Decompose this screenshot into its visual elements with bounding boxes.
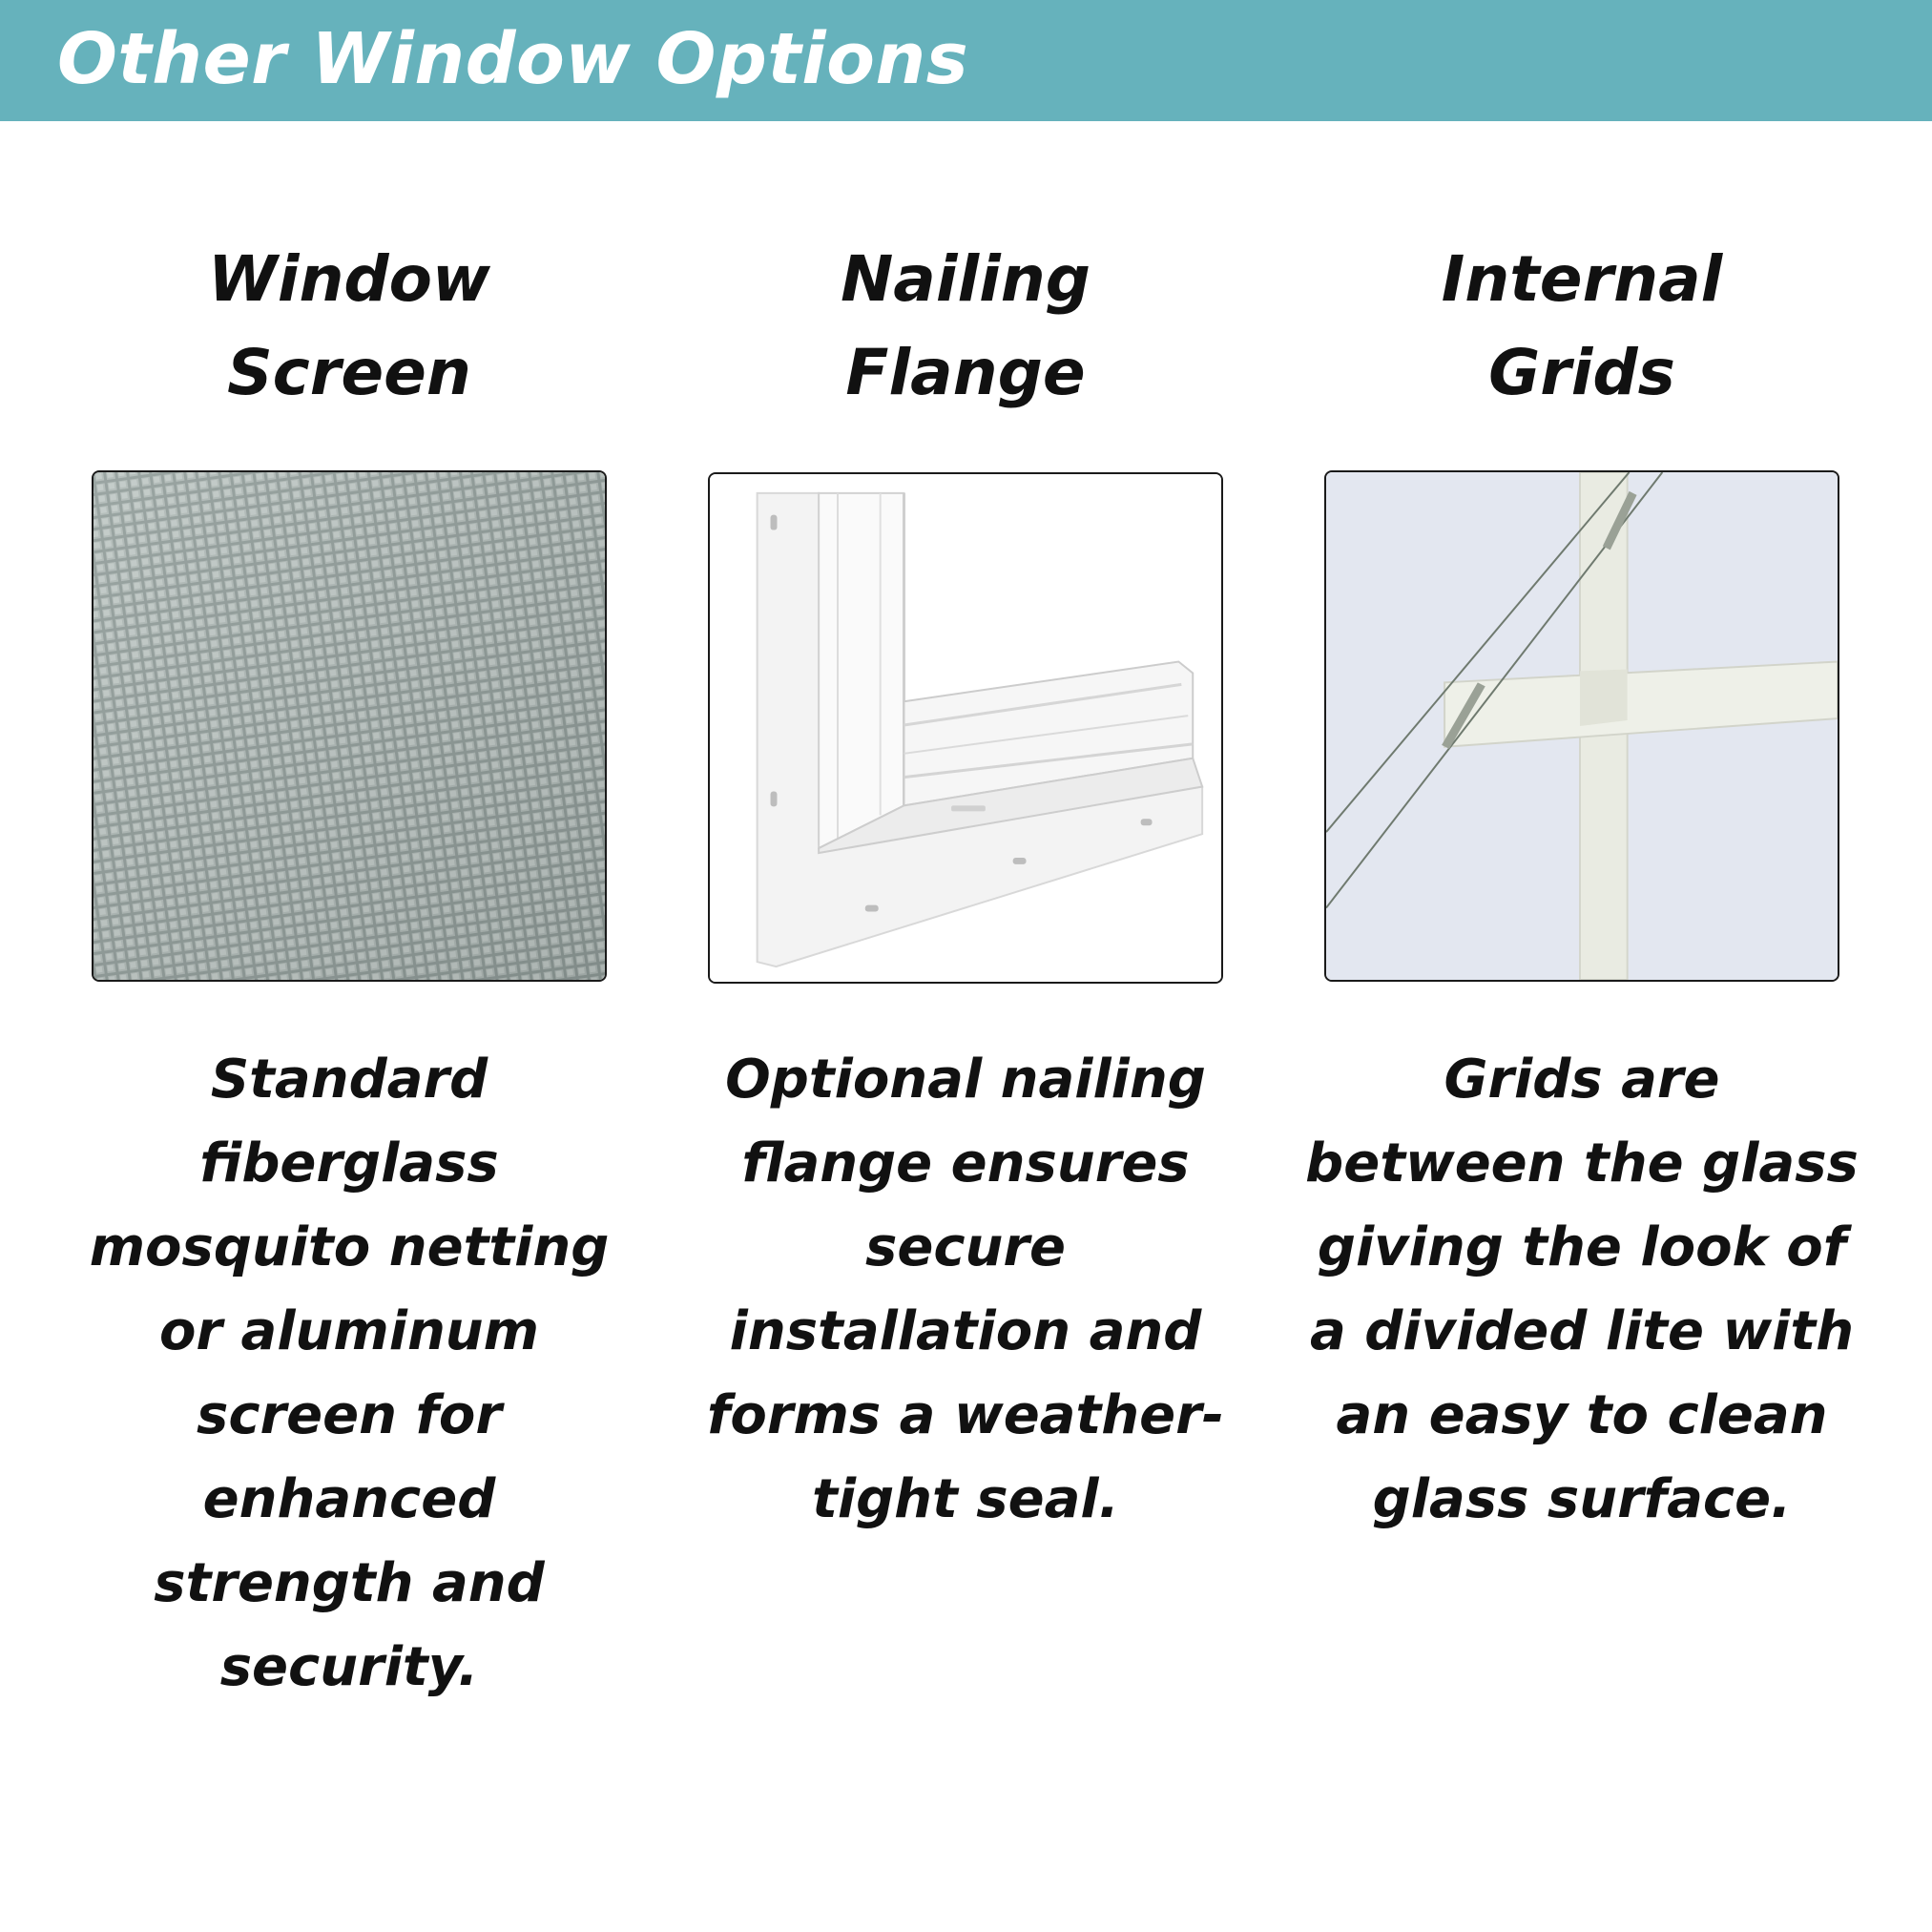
mesh-screen-graphic — [93, 472, 605, 980]
option-title-line: Nailing — [841, 242, 1091, 316]
grids-graphic — [1326, 472, 1838, 980]
option-title — [1324, 233, 1839, 420]
nailing-flange-image — [708, 472, 1223, 984]
option-title-line: Screen — [227, 336, 471, 409]
option-title-line: Grids — [1488, 336, 1675, 409]
option-title-line: Flange — [845, 336, 1086, 409]
option-title — [92, 233, 607, 420]
option-description: Grids are between the glass giving the look of a divided lite with an easy to clean glass surface. — [1305, 1049, 1859, 1530]
option-description: Optional nailing flange ensures secure installation and forms a weather-tight seal. — [707, 1049, 1224, 1530]
window-screen-image — [92, 470, 607, 982]
header-banner — [0, 0, 1932, 121]
option-title — [708, 233, 1223, 420]
option-title-line: Internal — [1441, 242, 1723, 316]
flange-frame-graphic — [710, 474, 1221, 982]
page-title: Other Window Options — [57, 18, 969, 100]
option-title-line: Window — [208, 242, 490, 316]
internal-grids-image — [1324, 470, 1839, 982]
option-description: Standard fiberglass mosquito netting or aluminum screen for enhanced strength and security. — [89, 1049, 610, 1698]
